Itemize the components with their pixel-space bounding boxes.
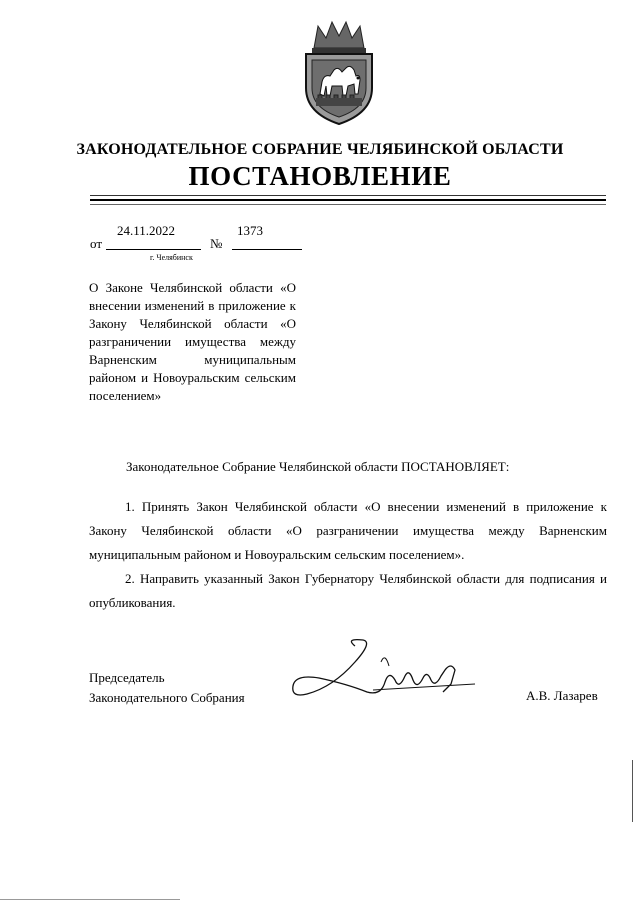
document-number: 1373 [237,223,263,238]
document-subject: О Законе Челябинской области «О внесении изменений в приложение к Закону Челябинской области «О разграничении имущества между Варненским муниципальным районом и Новоуральским сельским поселением» [89,280,296,403]
coat-of-arms-icon [298,18,380,126]
signatory-name: А.В. Лазарев [526,688,598,703]
signatory-position-line1: Председатель [89,670,165,685]
organization-title: ЗАКОНОДАТЕЛЬНОЕ СОБРАНИЕ ЧЕЛЯБИНСКОЙ ОБЛАСТИ [76,141,564,158]
header-divider [90,204,606,205]
header-divider [90,199,606,201]
document-title: ПОСТАНОВЛЕНИЕ [188,161,452,191]
signatory-position [89,668,245,708]
number-underline [232,249,302,250]
signatory-position-line2: Законодательного Собрания [89,690,245,705]
header-divider [90,195,606,196]
resolution-item-2: 2. Направить указанный Закон Губернатору Челябинской области для подписания и опубликования. [89,571,607,610]
document-date: 24.11.2022 [117,223,176,238]
resolution-item-1: 1. Принять Закон Челябинской области «О внесении изменений в приложение к Закону Челябинской области «О разграничении имущества между Варненским муниципальным районом и Новоуральским сельским поселением». [89,499,607,562]
date-underline [106,249,201,250]
scan-edge-line [632,760,633,822]
scan-bottom-line [0,899,180,900]
resolves-clause: Законодательное Собрание Челябинской области ПОСТАНОВЛЯЕТ: [126,459,510,474]
from-label: от [90,236,103,251]
number-label: № [210,236,223,251]
city-label: г. Челябинск [150,253,193,262]
handwritten-signature-icon [285,632,485,712]
